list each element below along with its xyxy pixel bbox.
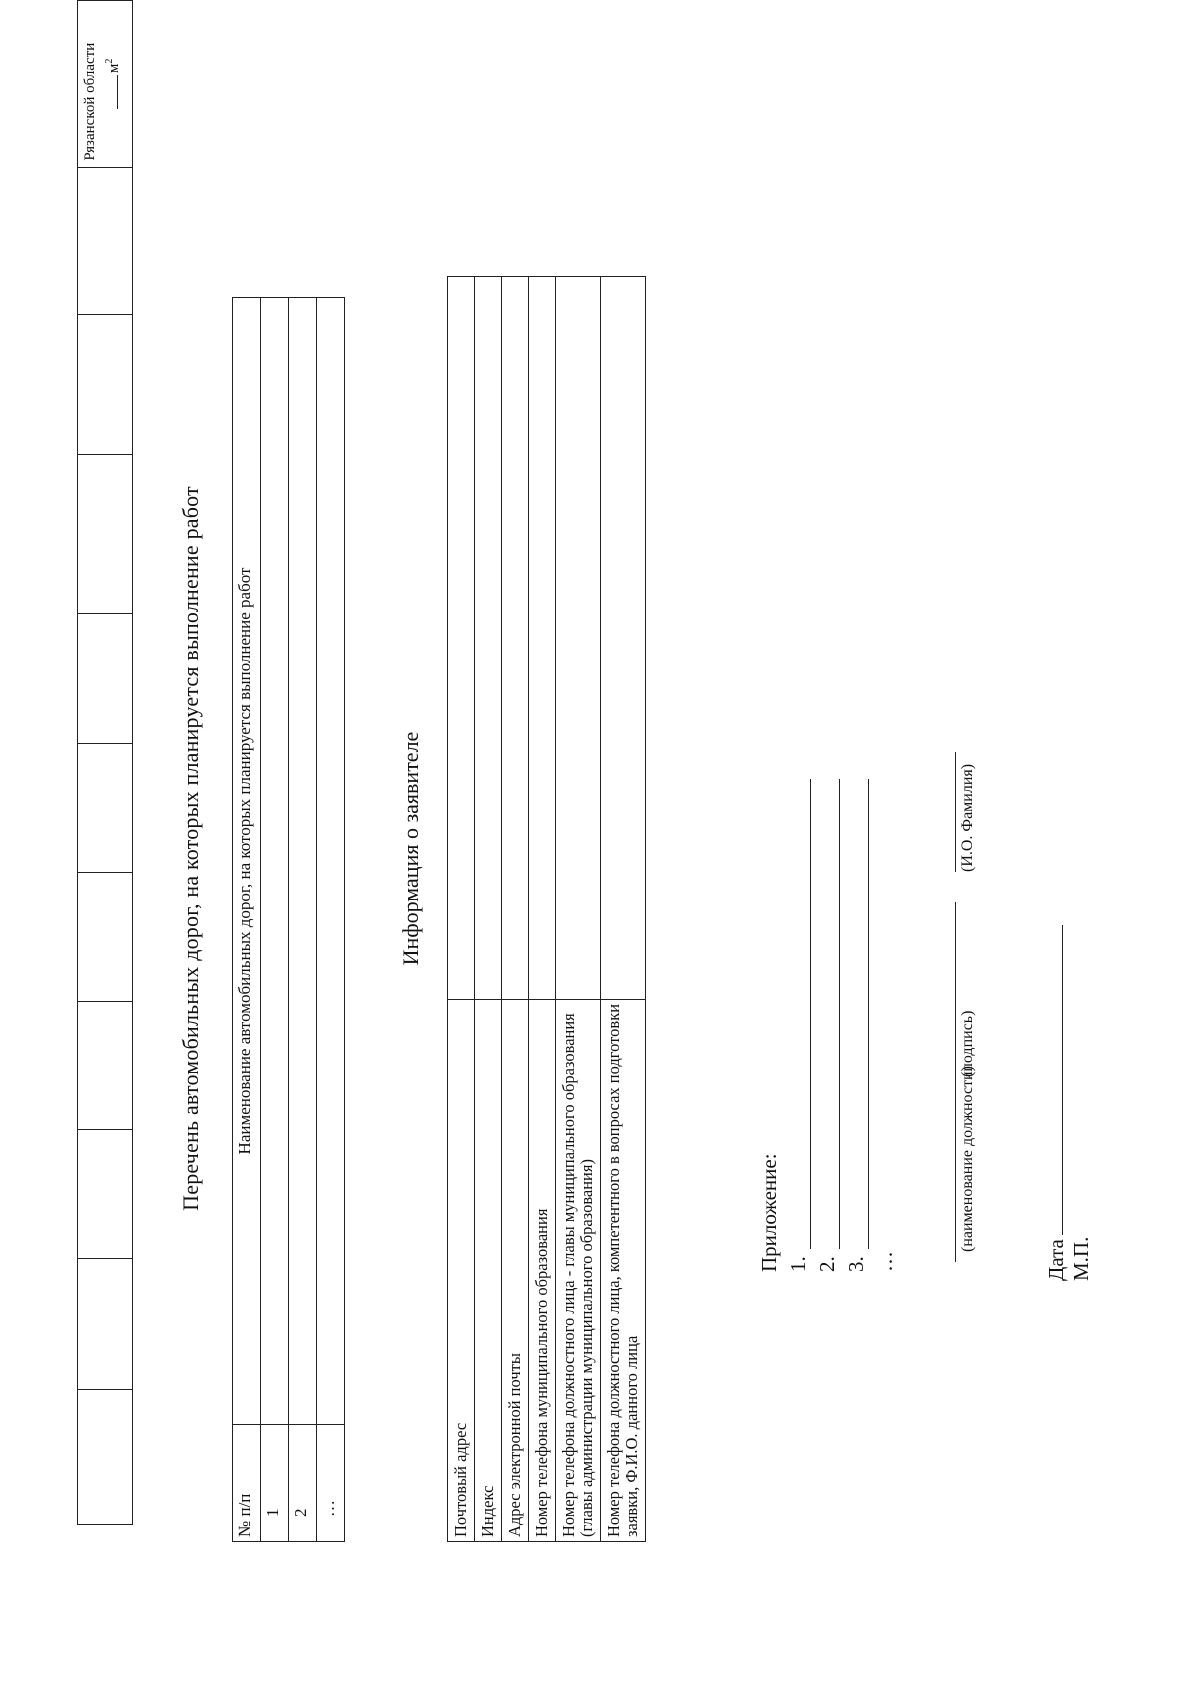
road-name-cell bbox=[261, 298, 289, 1425]
date-label: Дата bbox=[1044, 1239, 1068, 1281]
date-line bbox=[1062, 925, 1063, 1235]
area-unit-sup: 2 bbox=[104, 58, 115, 64]
date-stamp-block bbox=[1044, 925, 1094, 1281]
postal-address-value bbox=[448, 277, 475, 1000]
column-header-number: № п/п bbox=[233, 1425, 261, 1542]
table-row bbox=[556, 277, 601, 1542]
appendix-item: 1. bbox=[786, 1256, 810, 1272]
position-caption: (наименование должности) bbox=[959, 1066, 976, 1252]
applicant-info-title: Информация о заявителе bbox=[398, 731, 423, 966]
row-number: … bbox=[317, 1425, 345, 1542]
region-cell bbox=[78, 1, 133, 168]
contact-person-label: Номер телефона должностного лица, компетентного в вопросах подготовки заявки, Ф.И.О. данного лица bbox=[601, 999, 646, 1541]
table-header-row bbox=[233, 298, 261, 1542]
table-row bbox=[289, 298, 317, 1542]
appendix-item: … bbox=[873, 1251, 897, 1272]
applicant-table bbox=[447, 276, 646, 1542]
appendix-item-line bbox=[810, 779, 811, 1249]
appendix-block bbox=[755, 1153, 900, 1272]
appendix-title: Приложение: bbox=[757, 1153, 781, 1272]
municipality-phone-value bbox=[529, 277, 556, 1000]
road-name-cell bbox=[317, 298, 345, 1425]
postcode-label: Индекс bbox=[475, 999, 502, 1541]
region-label: Рязанской области bbox=[82, 42, 98, 161]
area-unit: м bbox=[106, 63, 122, 74]
table-row bbox=[529, 277, 556, 1542]
email-value bbox=[502, 277, 529, 1000]
continuation-table bbox=[77, 0, 133, 1525]
signature-caption: (подпись) bbox=[959, 1010, 976, 1077]
stamp-label: М.П. bbox=[1069, 1236, 1093, 1281]
appendix-item: 2. bbox=[815, 1256, 839, 1272]
table-row bbox=[601, 277, 646, 1542]
appendix-item-line bbox=[839, 779, 840, 1249]
road-name-cell bbox=[289, 298, 317, 1425]
email-label: Адрес электронной почты bbox=[502, 999, 529, 1541]
column-header-road-name: Наименование автомобильных дорог, на которых планируется выполнение работ bbox=[233, 298, 261, 1425]
appendix-item: 3. bbox=[844, 1256, 868, 1272]
row-number: 2 bbox=[289, 1425, 317, 1542]
head-phone-value bbox=[556, 277, 601, 1000]
roads-list-title: Перечень автомобильных дорог, на которых планируется выполнение работ bbox=[178, 486, 203, 1211]
appendix-item-line bbox=[868, 779, 869, 1249]
position-line bbox=[955, 902, 956, 1262]
postcode-value bbox=[475, 277, 502, 1000]
postal-address-label: Почтовый адрес bbox=[448, 999, 475, 1541]
table-row bbox=[502, 277, 529, 1542]
table-row bbox=[475, 277, 502, 1542]
table-row bbox=[317, 298, 345, 1542]
table-row bbox=[261, 298, 289, 1542]
table-row bbox=[448, 277, 475, 1542]
contact-person-value bbox=[601, 277, 646, 1000]
name-caption: (И.О. Фамилия) bbox=[959, 763, 976, 872]
row-number: 1 bbox=[261, 1425, 289, 1542]
municipality-phone-label: Номер телефона муниципального образования bbox=[529, 999, 556, 1541]
name-line bbox=[955, 752, 956, 872]
roads-table bbox=[232, 297, 345, 1542]
head-phone-label: Номер телефона должностного лица - главы муниципального образования (главы администрации муниципального образования) bbox=[556, 999, 601, 1541]
